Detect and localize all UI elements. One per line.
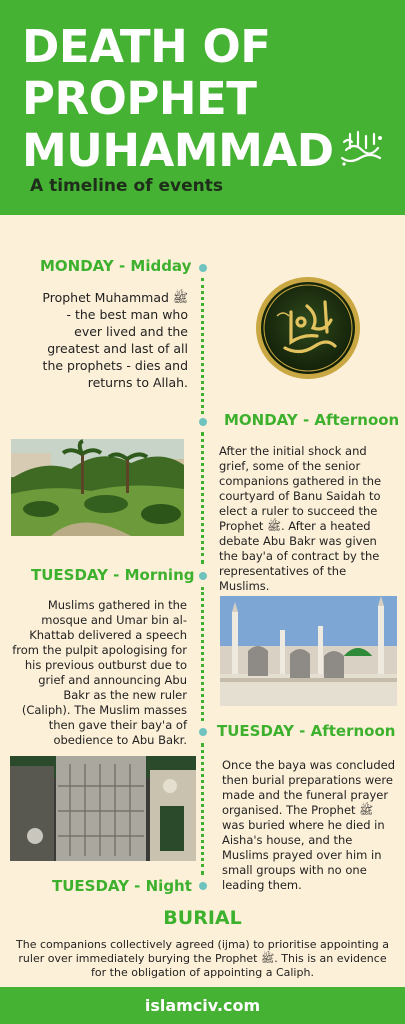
timeline-connector xyxy=(201,432,204,564)
event-text-monday-midday: Prophet Muhammad ﷺ - the best man who ever lived and the greatest and last of all the prophets - dies and returns to Allah. xyxy=(42,290,188,390)
timeline-dot xyxy=(199,572,207,580)
event-heading-tuesday-morning: TUESDAY - Morning xyxy=(31,566,195,584)
header-banner xyxy=(0,0,405,215)
timeline-dot xyxy=(199,418,207,426)
salawat-calligraphy-icon xyxy=(336,128,386,168)
timeline-connector xyxy=(201,587,204,721)
prophets-chamber-grille-photo xyxy=(10,756,196,861)
page-subtitle: A timeline of events xyxy=(30,176,223,196)
event-heading-monday-midday: MONDAY - Midday xyxy=(40,257,192,275)
burial-heading: BURIAL xyxy=(163,907,242,929)
page-title-line-1: DEATH OF xyxy=(22,20,271,73)
burial-text: The companions collectively agreed (ijma) to prioritise appointing a ruler over immediately burying the Prophet ﷺ. This is an evidence for the obligation of appointing a Caliph. xyxy=(16,938,390,979)
timeline-connector xyxy=(201,278,204,414)
event-text-tuesday-afternoon: Once the baya was concluded then burial preparations were made and the funeral prayer organised. The Prophet ﷺ was buried where he died in Aisha's house, and the Muslims prayed over him in small groups with no one leading them. xyxy=(222,758,396,892)
timeline-dot xyxy=(199,882,207,890)
footer-banner xyxy=(0,987,405,1024)
footer-site-link[interactable]: islamciv.com xyxy=(144,996,261,1015)
timeline-connector xyxy=(201,743,204,875)
event-text-monday-afternoon: After the initial shock and grief, some of the senior companions gathered in the courtyard of Banu Saidah to elect a ruler to succeed the Prophet ﷺ. After a heated debate Abu Bakr was given the bay'a of contract by the representatives of the Muslims. xyxy=(219,444,382,593)
event-heading-tuesday-afternoon: TUESDAY - Afternoon xyxy=(217,722,396,740)
timeline-dot xyxy=(199,264,207,272)
timeline-dot xyxy=(199,728,207,736)
muhammad-calligraphy-emblem xyxy=(255,276,361,380)
event-text-tuesday-morning: Muslims gathered in the mosque and Umar bin al-Khattab delivered a speech from the pulpit apologising for his previous outburst due to grief and announcing Abu Bakr as the new ruler (Caliph). The Muslim masses then gave their bay'a of obedience to Abu Bakr. xyxy=(12,598,187,747)
page-title-line-3: MUHAMMAD xyxy=(22,124,334,177)
garden-courtyard-photo xyxy=(11,439,184,536)
event-heading-tuesday-night: TUESDAY - Night xyxy=(52,877,192,895)
page-title-line-2: PROPHET xyxy=(22,72,257,125)
prophets-mosque-photo xyxy=(220,596,397,706)
event-heading-monday-afternoon: MONDAY - Afternoon xyxy=(224,411,400,429)
